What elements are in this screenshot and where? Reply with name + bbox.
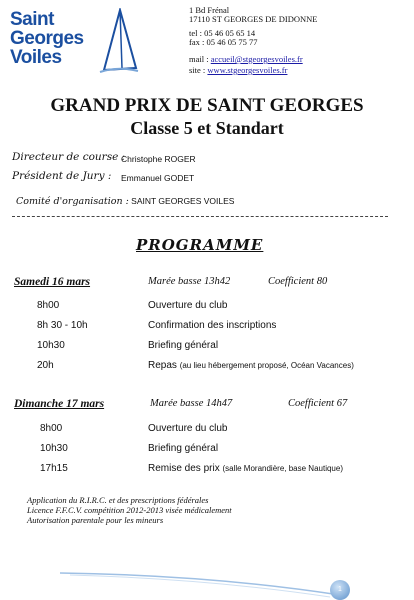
comite-role: Comité d'organisation : [16,196,129,207]
mail-link[interactable]: accueil@stgeorgesvoiles.fr [210,54,303,64]
activity-0-3-detail: (au lieu hébergement proposé, Océan Vacances) [179,361,354,370]
time-1-0: 8h00 [40,423,63,434]
official-name-directeur: Christophe ROGER [121,154,196,164]
coef-dimanche: Coefficient 67 [288,398,348,409]
note-autorisation: Autorisation parentale pour les mineurs [27,515,164,525]
activity-0-3-main: Repas [148,360,180,371]
event-title: GRAND PRIX DE SAINT GEORGES [50,95,364,116]
day-label-dimanche: Dimanche 17 mars [14,398,105,410]
address-tel: tel : 05 46 05 65 14 [189,28,256,38]
note-licence: Licence F.F.C.V. compétition 2012-2013 visée médicalement [27,505,232,515]
activity-1-1: Briefing général [148,443,219,454]
time-0-2: 10h30 [37,340,65,351]
activity-0-0: Ouverture du club [148,300,228,311]
activity-0-1: Confirmation des inscriptions [148,320,277,331]
activity-0-2: Briefing général [148,340,219,351]
page-number-badge: 1 [330,580,350,600]
logo-line-2: Georges [10,28,84,49]
time-1-1: 10h30 [40,443,68,454]
official-role-directeur: Directeur de course : [12,151,126,163]
comite-name: SAINT GEORGES VOILES [128,196,235,206]
activity-1-2-main: Remise des prix [148,463,223,474]
address-fax: fax : 05 46 05 75 77 [189,37,258,47]
address-city: 17110 ST GEORGES DE DIDONNE [189,14,318,24]
logo-line-1: Saint [10,9,54,30]
official-name-jury: Emmanuel GODET [121,173,195,183]
site-label: site : [189,65,208,75]
logo-line-3: Voiles [10,47,62,68]
activity-1-2 [148,463,343,474]
note-rirc: Application du R.I.R.C. et des prescriptions fédérales [27,495,209,505]
club-logo [8,6,138,76]
programme-heading: PROGRAMME [136,236,264,254]
maree-dimanche: Marée basse 14h47 [150,398,233,409]
comite-row [16,191,234,209]
time-1-2: 17h15 [40,463,68,474]
footer-wave-decoration [60,565,360,599]
mail-label: mail : [189,54,211,64]
address-street: 1 Bd Frénal [189,5,230,15]
activity-1-0: Ouverture du club [148,423,228,434]
activity-0-3 [148,360,354,371]
event-subtitle: Classe 5 et Standart [130,118,284,138]
time-0-1: 8h 30 - 10h [37,320,88,331]
official-role-jury: Président de Jury : [12,170,112,182]
maree-samedi: Marée basse 13h42 [148,276,231,287]
coef-samedi: Coefficient 80 [268,276,328,287]
time-0-0: 8h00 [37,300,60,311]
sail-icon [98,8,140,76]
time-0-3: 20h [37,360,54,371]
address-site-row [189,65,287,75]
site-link[interactable]: www.stgeorgesvoiles.fr [207,65,288,75]
separator-line [12,216,388,217]
address-mail-row [189,54,303,64]
activity-1-2-detail: (salle Morandière, base Nautique) [222,464,343,473]
day-label-samedi: Samedi 16 mars [14,276,91,288]
